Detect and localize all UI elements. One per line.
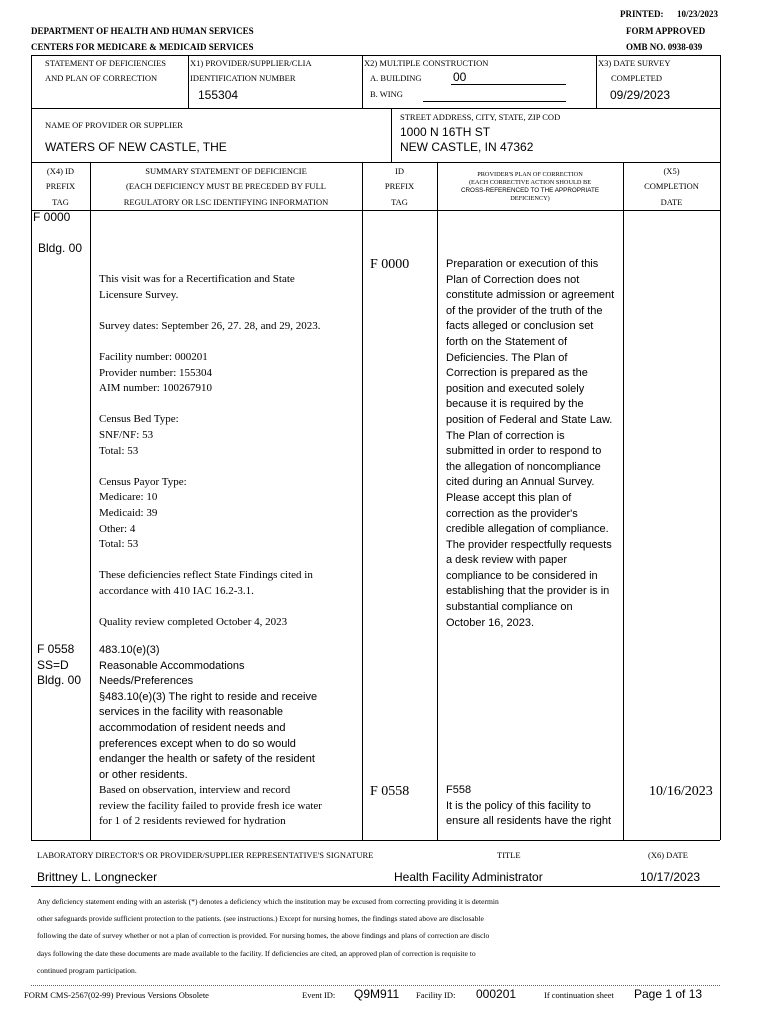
plan-line: October 16, 2023. bbox=[446, 616, 535, 629]
plan-line: It is the policy of this facility to bbox=[446, 799, 591, 812]
plan-line: substantial compliance on bbox=[446, 601, 573, 614]
plan-line: Plan of Correction does not bbox=[446, 273, 580, 286]
finding-f0558 bbox=[99, 783, 322, 830]
title-label: TITLE bbox=[497, 850, 521, 860]
address-line2: NEW CASTLE, IN 47362 bbox=[400, 140, 534, 154]
summary-line bbox=[99, 334, 321, 350]
summary-header-line1: SUMMARY STATEMENT OF DEFICIENCIE bbox=[145, 166, 307, 176]
plan-line: correction as the provider's bbox=[446, 507, 578, 520]
wing-label: B. WING bbox=[370, 89, 403, 99]
plan-header-line2: (EACH CORRECTIVE ACTION SHOULD BE bbox=[468, 179, 592, 186]
disclaimer-line: Any deficiency statement ending with an asterisk (*) denotes a deficiency which the institution may be excused from correcting providing it is determin bbox=[37, 897, 499, 906]
signature-label: LABORATORY DIRECTOR'S OR PROVIDER/SUPPLIER REPRESENTATIVE'S SIGNATURE bbox=[37, 850, 374, 860]
address-label: STREET ADDRESS, CITY, STATE, ZIP COD bbox=[400, 112, 561, 122]
disclaimer-line: continued program participation. bbox=[37, 965, 137, 975]
id-header-line2: PREFIX bbox=[384, 181, 415, 191]
disclaimer-line: days following the date these documents are made available to the facility. If deficiencies are cited, an approved plan of correction is requisite to bbox=[37, 948, 476, 958]
summary-line: Total: 53 bbox=[99, 444, 139, 457]
date-survey-label-line1: X3) DATE SURVEY bbox=[598, 58, 671, 68]
plan-line: facts alleged or conclusion set bbox=[446, 320, 594, 333]
regulation-line: Needs/Preferences bbox=[99, 675, 194, 688]
provider-id-value: 155304 bbox=[198, 88, 239, 102]
date-survey-value: 09/29/2023 bbox=[610, 88, 671, 102]
page-number: Page 1 of 13 bbox=[634, 987, 703, 1001]
id-prefix-tag-f0000: F 0000 bbox=[370, 257, 410, 272]
summary-line: Medicaid: 39 bbox=[99, 506, 158, 519]
summary-line: Total: 53 bbox=[99, 538, 139, 551]
prefix-tag-f0000: F 0000 bbox=[33, 210, 71, 224]
plan-line: constitute admission or agreement bbox=[446, 289, 615, 302]
signer-name: Brittney L. Longnecker bbox=[37, 870, 158, 884]
signature-date: 10/17/2023 bbox=[640, 870, 701, 884]
summary-line: This visit was for a Recertification and State bbox=[99, 273, 295, 285]
plan-line: position and executed solely bbox=[446, 382, 585, 395]
disclaimer-line: other safeguards provide sufficient protection to the patients. (see instructions.) Except for nursing homes, the findings stated above are disclosable bbox=[37, 914, 484, 924]
plan-line: submitted in order to respond to bbox=[446, 445, 602, 458]
regulation-line: or other residents. bbox=[99, 768, 188, 781]
regulation-line: preferences except when to do so would bbox=[99, 737, 296, 750]
printed-date: 10/23/2023 bbox=[677, 9, 719, 19]
prefix-tag-f0558: F 0558 bbox=[37, 642, 75, 656]
plan-line: because it is required by the bbox=[446, 398, 584, 411]
printed-label: PRINTED: bbox=[620, 9, 664, 19]
facility-id-label: Facility ID: bbox=[416, 990, 456, 1000]
finding-line: for 1 of 2 residents reviewed for hydration bbox=[99, 815, 286, 828]
prefix-tag-f0558-block bbox=[37, 642, 81, 689]
plan-header-line4: DEFICIENCY) bbox=[510, 195, 550, 202]
plan-line: a desk review with paper bbox=[446, 554, 568, 567]
regulation-line: accommodation of resident needs and bbox=[99, 721, 286, 734]
building-label: A. BUILDING bbox=[370, 73, 422, 83]
building-tag-1: Bldg. 00 bbox=[38, 241, 83, 255]
plan-line: credible allegation of compliance. bbox=[446, 523, 609, 536]
plan-line: Deficiencies. The Plan of bbox=[446, 351, 568, 364]
signature-divider bbox=[31, 886, 720, 887]
scope-severity: SS=D bbox=[37, 657, 69, 672]
plan-of-correction-f0000 bbox=[446, 257, 614, 631]
signer-title: Health Facility Administrator bbox=[394, 870, 543, 884]
regulation-line: endanger the health or safety of the resident bbox=[99, 753, 315, 766]
plan-of-correction-f0558 bbox=[446, 783, 611, 830]
summary-line: Quality review completed October 4, 2023 bbox=[99, 616, 288, 629]
regulation-line: 483.10(e)(3) bbox=[99, 644, 160, 656]
plan-header-line3: CROSS-REFERENCED TO THE APPROPRIATE bbox=[460, 187, 600, 194]
summary-line: Medicare: 10 bbox=[99, 491, 158, 504]
id-header-line3: TAG bbox=[391, 197, 408, 207]
summary-line: Licensure Survey. bbox=[99, 288, 179, 301]
summary-line: Facility number: 000201 bbox=[99, 350, 208, 363]
summary-header-line3: REGULATORY OR LSC IDENTIFYING INFORMATION bbox=[123, 197, 329, 207]
id-header-line1: ID bbox=[395, 166, 404, 176]
plan-line: ensure all residents have the right bbox=[446, 815, 612, 828]
plan-line: compliance to be considered in bbox=[446, 569, 598, 582]
summary-line: Survey dates: September 26, 27. 28, and 29, 2023. bbox=[99, 319, 321, 332]
summary-line: Census Payor Type: bbox=[99, 475, 187, 488]
statement-label-line1: STATEMENT OF DEFICIENCIES bbox=[45, 58, 167, 68]
plan-line: Please accept this plan of bbox=[446, 491, 572, 504]
plan-line: The Plan of correction is bbox=[446, 429, 565, 442]
summary-line: SNF/NF: 53 bbox=[99, 428, 154, 441]
building-tag-2: Bldg. 00 bbox=[37, 673, 82, 688]
plan-line: forth on the Statement of bbox=[446, 335, 568, 348]
centers-heading: CENTERS FOR MEDICARE & MEDICAID SERVICES bbox=[31, 42, 254, 52]
continuation-label: If continuation sheet bbox=[544, 990, 614, 1000]
summary-line bbox=[99, 599, 321, 615]
department-heading: DEPARTMENT OF HEALTH AND HUMAN SERVICES bbox=[31, 26, 254, 36]
disclaimer bbox=[37, 893, 499, 979]
plan-header-line1: PROVIDER'S PLAN OF CORRECTION bbox=[477, 171, 583, 178]
x5-header-line3: DATE bbox=[660, 197, 683, 207]
regulation-line: services in the facility with reasonable bbox=[99, 706, 284, 719]
provider-name-value: WATERS OF NEW CASTLE, THE bbox=[45, 140, 227, 154]
summary-statement-f0000 bbox=[99, 272, 321, 631]
x5-header-line2: COMPLETION bbox=[644, 181, 699, 191]
building-value: 00 bbox=[453, 70, 467, 84]
plan-line: Preparation or execution of this bbox=[446, 258, 599, 270]
regulation-line: Reasonable Accommodations bbox=[99, 659, 245, 672]
summary-line bbox=[99, 303, 321, 319]
plan-line: the allegation of noncompliance bbox=[446, 460, 601, 473]
id-prefix-tag-f0558: F 0558 bbox=[370, 784, 410, 799]
summary-line: These deficiencies reflect State Findings cited in bbox=[99, 569, 313, 582]
summary-statement-f0558 bbox=[99, 643, 317, 783]
summary-line bbox=[99, 553, 321, 569]
finding-line: Based on observation, interview and record bbox=[99, 784, 291, 796]
summary-line bbox=[99, 397, 321, 413]
plan-line: establishing that the provider is in bbox=[446, 585, 610, 598]
provider-id-label-line2: IDENTIFICATION NUMBER bbox=[190, 73, 296, 83]
signature-date-label: (X6) DATE bbox=[648, 850, 688, 860]
summary-header-line2: (EACH DEFICIENCY MUST BE PRECEDED BY FULL bbox=[126, 181, 326, 191]
plan-line: of the provider of the truth of the bbox=[446, 304, 603, 317]
x4-header-line2: PREFIX bbox=[45, 181, 76, 191]
form-number: FORM CMS-2567(02-99) Previous Versions Obsolete bbox=[24, 990, 209, 1000]
plan-line: cited during an Annual Survey. bbox=[446, 476, 595, 489]
facility-id-value: 000201 bbox=[476, 987, 517, 1001]
event-id-value: Q9M911 bbox=[354, 987, 400, 1001]
summary-line: Other: 4 bbox=[99, 522, 136, 535]
summary-line: Provider number: 155304 bbox=[99, 366, 213, 379]
footer-divider bbox=[31, 985, 720, 986]
x4-header-line3: TAG bbox=[52, 197, 69, 207]
plan-line: Correction is prepared as the bbox=[446, 367, 588, 380]
regulation-line: §483.10(e)(3) The right to reside and receive bbox=[99, 690, 318, 703]
summary-line: accordance with 410 IAC 16.2-3.1. bbox=[99, 584, 254, 597]
disclaimer-line: following the date of survey whether or not a plan of correction is provided. For nursing homes, the above findings and plans of correction are disclo bbox=[37, 931, 490, 941]
summary-line: AIM number: 100267910 bbox=[99, 382, 213, 395]
x4-header-line1: (X4) ID bbox=[46, 166, 75, 176]
form-approved-label: FORM APPROVED bbox=[626, 26, 706, 36]
multiple-construction-label: X2) MULTIPLE CONSTRUCTION bbox=[364, 58, 489, 68]
statement-label-line2: AND PLAN OF CORRECTION bbox=[45, 73, 158, 83]
summary-line bbox=[99, 459, 321, 475]
date-survey-label-line2: COMPLETED bbox=[611, 73, 662, 83]
event-id-label: Event ID: bbox=[302, 990, 336, 1000]
plan-line: F558 bbox=[446, 784, 472, 796]
plan-line: The provider respectfully requests bbox=[446, 538, 612, 551]
summary-line: Census Bed Type: bbox=[99, 413, 179, 426]
omb-number: OMB NO. 0938-039 bbox=[626, 42, 703, 52]
plan-line: position of Federal and State Law. bbox=[446, 413, 613, 426]
finding-line: review the facility failed to provide fresh ice water bbox=[99, 799, 322, 812]
x5-header-line1: (X5) bbox=[663, 166, 680, 176]
completion-date: 10/16/2023 bbox=[649, 784, 713, 799]
provider-name-label: NAME OF PROVIDER OR SUPPLIER bbox=[45, 120, 183, 130]
provider-id-label-line1: X1) PROVIDER/SUPPLIER/CLIA bbox=[190, 58, 312, 68]
address-line1: 1000 N 16TH ST bbox=[400, 125, 491, 139]
